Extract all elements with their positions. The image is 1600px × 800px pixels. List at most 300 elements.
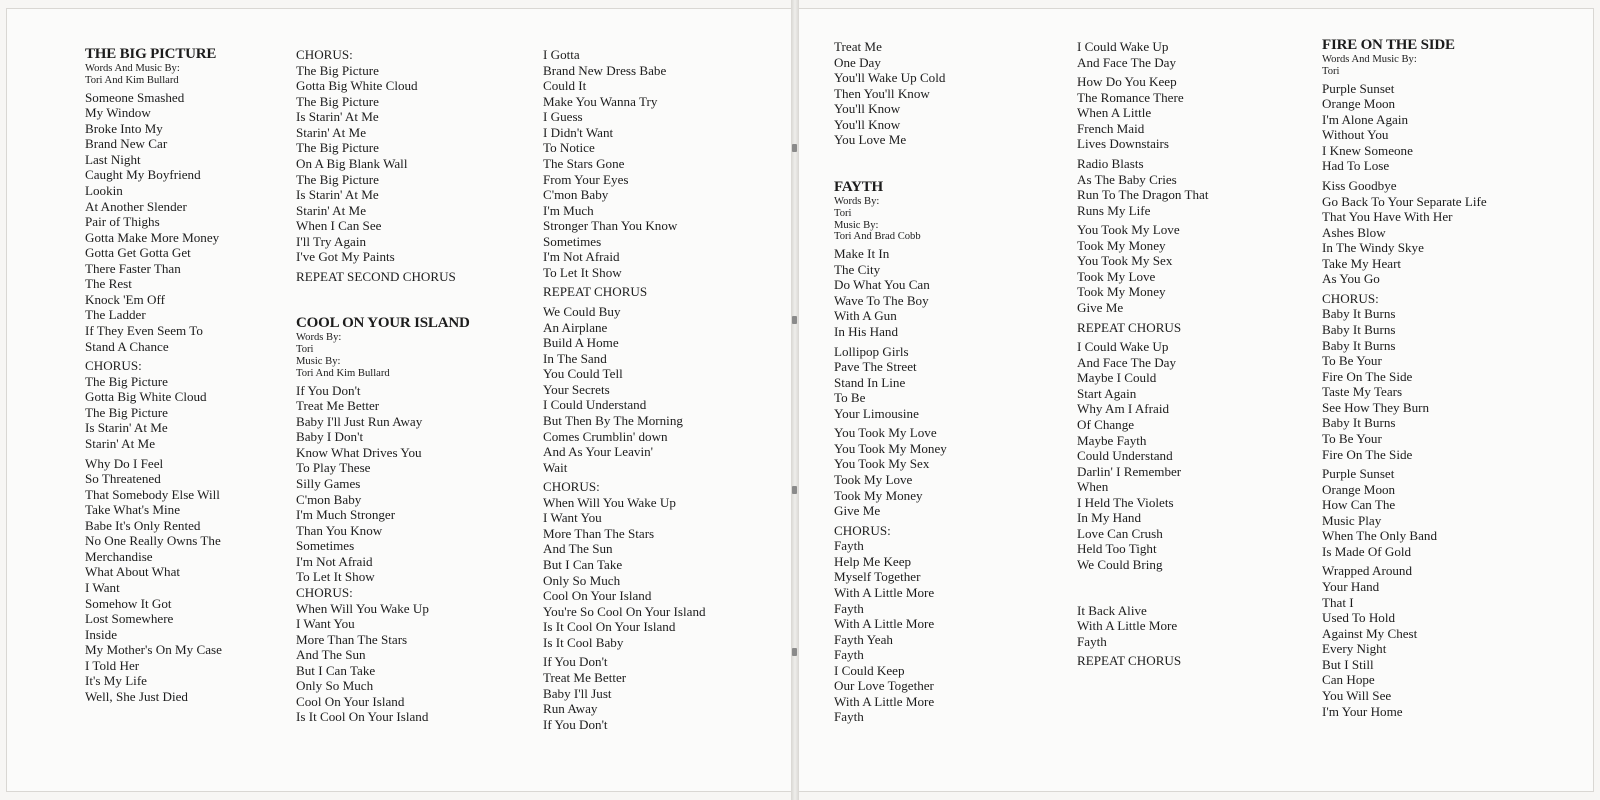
lyric-line: CHORUS:	[834, 522, 891, 538]
lyric-line: Gotta Get Gotta Get	[85, 245, 191, 261]
lyric-line: As The Baby Cries	[1077, 171, 1177, 187]
lyrics-column-3	[543, 47, 706, 736]
stanza-gap	[1077, 669, 1208, 673]
lyric-line: We Could Buy	[543, 304, 621, 319]
lyric-line: When A Little	[1077, 105, 1152, 121]
lyric-stanza	[1322, 178, 1487, 287]
lyric-line: The Big Picture	[296, 171, 379, 187]
lyric-line: We Could Bring	[1077, 557, 1163, 572]
staple-upper-middle	[792, 316, 797, 324]
lyric-line: Cool On Your Island	[296, 693, 405, 709]
lyric-line: Purple Sunset	[1322, 80, 1395, 96]
lyric-line: Do What You Can	[834, 277, 930, 293]
lyric-line: It Back Alive	[1077, 602, 1147, 618]
lyric-line: I Want You	[296, 616, 355, 632]
lyric-line: It's My Life	[85, 673, 147, 689]
lyric-line: I've Got My Paints	[296, 249, 395, 265]
lyric-line: Merchandise	[85, 548, 153, 564]
stanza-gap	[296, 725, 470, 729]
lyric-stanza	[543, 479, 706, 650]
lyric-line: What About What	[85, 564, 181, 580]
lyric-stanza	[1322, 81, 1487, 174]
lyric-line: Wait	[543, 459, 568, 475]
lyric-line: Run Away	[543, 701, 598, 717]
lyric-line: You Took My Sex	[834, 456, 930, 472]
lyric-line: C'mon Baby	[543, 187, 609, 203]
lyric-stanza	[1077, 339, 1208, 572]
lyric-line: But Then By The Morning	[543, 412, 683, 428]
lyric-line: Inside	[85, 626, 117, 642]
lyric-line: Make You Wanna Try	[543, 93, 658, 109]
lyric-line: Starin' At Me	[296, 202, 367, 218]
lyric-line: To Let It Show	[543, 264, 622, 280]
lyric-line: As You Go	[1322, 271, 1380, 287]
lyric-line: One Day	[834, 54, 881, 70]
lyric-line: The Stars Gone	[543, 155, 625, 171]
lyric-line: But I Still	[1322, 656, 1374, 672]
lyric-line: I'm Not Afraid	[543, 249, 620, 265]
lyric-line: That I	[1322, 594, 1354, 610]
lyric-line: Comes Crumblin' down	[543, 428, 668, 444]
lyric-line: French Maid	[1077, 120, 1145, 136]
lyric-line: From Your Eyes	[543, 171, 629, 187]
lyric-line: Well, She Just Died	[85, 688, 188, 704]
lyric-line: REPEAT CHORUS	[1077, 653, 1182, 669]
lyric-line: Gotta Big White Cloud	[296, 78, 418, 94]
lyric-line: Maybe Fayth	[1077, 432, 1147, 448]
lyric-line: Somehow It Got	[85, 595, 172, 611]
lyric-line: Is It Cool On Your Island	[543, 619, 676, 635]
lyric-line: Is Made Of Gold	[1322, 543, 1412, 559]
lyric-line: To Play These	[296, 460, 371, 476]
staple-bottom	[792, 648, 797, 656]
lyric-line: Runs My Life	[1077, 202, 1151, 218]
lyric-line: Starin' At Me	[296, 124, 367, 140]
lyrics-column-6	[1322, 36, 1487, 723]
lyric-line: At Another Slender	[85, 198, 187, 214]
lyric-line: Used To Hold	[1322, 610, 1396, 626]
lyric-line: To Be	[834, 390, 866, 406]
credit-line: Tori	[296, 344, 314, 356]
lyric-stanza	[1322, 466, 1487, 559]
lyric-line: Lives Downstairs	[1077, 136, 1170, 152]
lyric-line: Pair of Thighs	[85, 214, 160, 230]
lyric-stanza	[1077, 74, 1208, 152]
lyric-line: Music Play	[1322, 512, 1382, 528]
lyric-line: Love Can Crush	[1077, 525, 1163, 541]
song-title: COOL ON YOUR ISLAND	[296, 315, 470, 332]
lyric-line: Know What Drives You	[296, 444, 422, 460]
lyric-stanza	[85, 358, 222, 451]
lyric-line: Treat Me Better	[543, 669, 627, 685]
lyric-line: I Want You	[543, 510, 602, 526]
lyric-line: CHORUS:	[1322, 290, 1379, 306]
lyric-line: I'm Much Stronger	[296, 507, 396, 523]
lyric-line: Knock 'Em Off	[85, 291, 165, 307]
lyric-line: Take My Heart	[1322, 255, 1402, 271]
lyric-line: Wave To The Boy	[834, 292, 929, 308]
lyric-line: CHORUS:	[296, 47, 353, 62]
lyric-line: If You Don't	[543, 654, 608, 670]
lyric-line: No One Really Owns The	[85, 533, 221, 549]
lyric-line: Give Me	[1077, 300, 1124, 315]
lyric-line: Last Night	[85, 151, 141, 167]
song-title: THE BIG PICTURE	[85, 46, 217, 62]
lyric-line: Babe It's Only Rented	[85, 517, 201, 533]
lyric-line: You'll Know	[834, 116, 901, 132]
lyric-line: With A Little More	[834, 616, 935, 632]
lyric-stanza	[1077, 603, 1208, 650]
lyric-line: Took My Money	[834, 487, 923, 503]
lyric-line: Starin' At Me	[85, 435, 156, 451]
lyric-line: Could It	[543, 78, 587, 94]
lyric-line: I Could Understand	[543, 397, 647, 413]
lyric-line: Only So Much	[543, 572, 621, 588]
lyric-stanza	[296, 383, 470, 725]
lyric-line: How Do You Keep	[1077, 74, 1177, 90]
lyric-line: To Be Your	[1322, 353, 1382, 369]
lyrics-column-5	[1077, 39, 1208, 673]
lyric-line: You Will See	[1322, 687, 1392, 703]
lyric-line: Can Hope	[1322, 672, 1375, 688]
lyric-line: Treat Me Better	[296, 398, 380, 414]
lyric-line: That Somebody Else Will	[85, 486, 220, 502]
lyric-line: Fayth	[1077, 633, 1107, 649]
lyric-line: I Guess	[543, 109, 583, 125]
lyric-line: Treat Me	[834, 39, 882, 54]
credit-line: Tori	[834, 207, 852, 219]
lyric-line: The Rest	[85, 276, 132, 292]
lyrics-column-1	[85, 45, 222, 709]
lyric-stanza	[834, 425, 947, 518]
booklet-spine	[791, 0, 799, 800]
lyric-stanza	[834, 39, 947, 148]
lyric-line: In The Sand	[543, 350, 607, 366]
lyric-line: The Big Picture	[296, 140, 379, 156]
lyric-line: Fire On The Side	[1322, 368, 1413, 384]
lyric-stanza	[543, 654, 706, 732]
lyric-stanza	[296, 269, 470, 285]
song-credits	[85, 63, 222, 87]
credit-line: Music By:	[834, 219, 879, 231]
lyric-line: I Want	[85, 580, 120, 596]
lyric-line: CHORUS:	[296, 584, 353, 600]
lyric-line: I Knew Someone	[1322, 142, 1413, 158]
lyric-line: But I Can Take	[543, 557, 623, 572]
lyric-line: The City	[834, 261, 881, 277]
lyric-line: Baby It Burns	[1322, 415, 1396, 431]
lyric-line: Why Am I Afraid	[1077, 401, 1170, 417]
credit-line: Tori And Kim Bullard	[85, 74, 179, 86]
lyric-line: Baby I'll Just Run Away	[296, 413, 423, 429]
lyric-line: Lollipop Girls	[834, 343, 909, 359]
lyric-line: Silly Games	[296, 476, 361, 491]
song-separator	[1077, 577, 1208, 603]
song-credits	[1322, 54, 1487, 78]
lyric-line: I Could Keep	[834, 662, 905, 678]
lyric-line: Of Change	[1077, 416, 1135, 432]
lyric-line: An Airplane	[543, 319, 608, 335]
lyric-line: Orange Moon	[1322, 481, 1396, 497]
stanza-gap	[85, 705, 222, 709]
lyric-line: Then You'll Know	[834, 85, 930, 101]
lyric-line: Radio Blasts	[1077, 155, 1144, 171]
lyric-line: Than You Know	[296, 522, 383, 538]
lyric-line: Fayth	[834, 647, 864, 663]
lyric-line: Fayth	[834, 600, 864, 616]
lyric-line: In His Hand	[834, 323, 899, 339]
lyric-line: You Took My Money	[834, 440, 947, 456]
lyric-line: Baby It Burns	[1322, 322, 1396, 338]
lyric-line: Lost Somewhere	[85, 611, 174, 627]
lyric-stanza	[1077, 156, 1208, 218]
lyric-line: C'mon Baby	[296, 491, 362, 507]
lyric-line: Brand New Car	[85, 136, 168, 152]
lyric-line: To Be Your	[1322, 430, 1382, 446]
lyric-line: Is It Cool On Your Island	[296, 709, 429, 725]
lyric-line: Fayth Yeah	[834, 631, 893, 647]
lyric-line: And The Sun	[543, 541, 613, 557]
stanza-gap	[1322, 719, 1487, 723]
lyric-line: My Window	[85, 105, 151, 121]
lyric-line: With A Gun	[834, 308, 897, 324]
lyric-line: Is Starin' At Me	[296, 109, 379, 125]
lyric-line: With A Little More	[1077, 618, 1178, 634]
lyric-stanza	[1322, 291, 1487, 462]
lyric-line: REPEAT CHORUS	[1077, 319, 1182, 335]
lyric-line: Took My Love	[1077, 268, 1156, 284]
lyric-line: CHORUS:	[85, 358, 142, 374]
lyric-line: My Mother's On My Case	[85, 642, 222, 658]
lyric-line: Baby I Don't	[296, 429, 364, 445]
lyrics-column-4	[834, 39, 947, 729]
lyric-line: Fire On The Side	[1322, 446, 1413, 462]
lyric-line: Your Hand	[1322, 579, 1380, 595]
lyric-line: Could Understand	[1077, 448, 1173, 464]
lyric-stanza	[1077, 39, 1208, 70]
lyric-line: Is Starin' At Me	[85, 420, 168, 436]
lyric-line: Build A Home	[543, 335, 619, 351]
lyric-line: Had To Lose	[1322, 158, 1390, 174]
lyric-line: Only So Much	[296, 678, 374, 694]
lyric-line: Take What's Mine	[85, 502, 181, 518]
lyric-line: In The Windy Skye	[1322, 240, 1424, 256]
lyric-line: Lookin	[85, 182, 123, 198]
lyric-stanza	[1077, 653, 1208, 669]
lyric-line: I'm Not Afraid	[296, 553, 373, 569]
lyric-line: Stand In Line	[834, 374, 906, 390]
lyric-line: Ashes Blow	[1322, 224, 1386, 240]
credit-line: Words By:	[834, 195, 880, 207]
lyric-line: The Big Picture	[85, 373, 168, 389]
lyric-line: Held Too Tight	[1077, 541, 1157, 557]
lyric-line: You Took My Love	[834, 425, 937, 441]
lyric-line: You Took My Sex	[1077, 253, 1173, 269]
lyric-line: Go Back To Your Separate Life	[1322, 193, 1487, 209]
song-credits	[296, 332, 470, 379]
lyric-line: I Could Wake Up	[1077, 39, 1169, 54]
lyric-line: Took My Money	[1077, 284, 1166, 300]
lyric-line: Pave The Street	[834, 359, 917, 375]
lyric-line: The Big Picture	[296, 93, 379, 109]
lyric-line: I'm Alone Again	[1322, 111, 1409, 127]
lyric-line: With A Little More	[834, 693, 935, 709]
lyric-line: How Can The	[1322, 497, 1396, 513]
lyric-line: Baby I'll Just	[543, 685, 612, 701]
lyric-line: And Face The Day	[1077, 54, 1177, 70]
lyric-line: Maybe I Could	[1077, 370, 1157, 386]
lyric-line: To Notice	[543, 140, 595, 156]
song-separator	[296, 288, 470, 314]
lyric-line: I'm Much	[543, 202, 594, 218]
credit-line: Words And Music By:	[1322, 54, 1417, 65]
lyric-line: You Took My Love	[1077, 222, 1180, 238]
lyric-line: CHORUS:	[543, 479, 600, 495]
lyric-stanza	[1077, 222, 1208, 315]
credit-line: Tori	[1322, 65, 1340, 77]
lyric-stanza	[296, 47, 470, 265]
staple-lower-middle	[792, 486, 797, 494]
lyric-line: Someone Smashed	[85, 89, 185, 105]
lyric-line: Sometimes	[543, 233, 602, 249]
lyric-line: Help Me Keep	[834, 553, 912, 569]
credit-line: Tori And Kim Bullard	[296, 367, 390, 379]
lyric-stanza	[543, 304, 706, 475]
lyric-line: I Gotta	[543, 47, 580, 62]
lyric-line: Against My Chest	[1322, 625, 1418, 641]
lyric-line: You Could Tell	[543, 366, 623, 382]
credit-line: Words By:	[296, 332, 342, 344]
lyric-line: Is Starin' At Me	[296, 187, 379, 203]
lyric-line: Stand A Chance	[85, 338, 169, 354]
lyric-line: Stronger Than You Know	[543, 218, 678, 234]
lyric-stanza	[543, 284, 706, 300]
lyric-line: Run To The Dragon That	[1077, 187, 1209, 203]
lyric-line: Myself Together	[834, 569, 921, 585]
lyric-line: More Than The Stars	[543, 525, 655, 541]
lyric-line: Orange Moon	[1322, 96, 1396, 112]
lyric-stanza	[85, 90, 222, 355]
lyrics-column-2	[296, 47, 470, 729]
lyric-line: REPEAT SECOND CHORUS	[296, 268, 456, 284]
lyric-line: Gotta Make More Money	[85, 229, 220, 245]
lyric-stanza	[543, 47, 706, 280]
lyric-line: The Romance There	[1077, 89, 1184, 105]
lyric-line: Your Secrets	[543, 381, 610, 397]
lyric-line: Baby It Burns	[1322, 337, 1396, 353]
lyric-line: Brand New Dress Babe	[543, 62, 667, 78]
lyric-line: I Told Her	[85, 657, 140, 673]
lyric-line: Darlin' I Remember	[1077, 463, 1182, 479]
lyric-stanza	[834, 523, 947, 725]
lyric-stanza	[834, 344, 947, 422]
lyric-line: If They Even Seem To	[85, 323, 203, 339]
lyric-line: You Love Me	[834, 132, 907, 148]
lyric-line: When The Only Band	[1322, 528, 1438, 544]
lyric-line: I Could Wake Up	[1077, 339, 1169, 355]
staple-top	[792, 144, 797, 152]
song-separator	[834, 152, 947, 178]
lyric-line: Took My Love	[834, 472, 913, 487]
lyric-line: More Than The Stars	[296, 631, 408, 647]
lyric-line: The Big Picture	[85, 404, 168, 420]
lyric-line: So Threatened	[85, 471, 161, 487]
lyric-line: In My Hand	[1077, 510, 1142, 526]
lyric-line: Give Me	[834, 503, 881, 519]
song-title: FIRE ON THE SIDE	[1322, 37, 1455, 53]
lyric-line: Why Do I Feel	[85, 455, 164, 471]
lyric-line: Gotta Big White Cloud	[85, 389, 207, 405]
stanza-gap	[834, 725, 947, 729]
lyric-line: When I Can See	[296, 218, 382, 234]
lyric-line: Wrapped Around	[1322, 563, 1413, 579]
lyric-line: Is It Cool Baby	[543, 634, 624, 650]
lyric-line: If You Don't	[296, 382, 361, 398]
lyric-line: Start Again	[1077, 385, 1137, 401]
lyric-line: I Held The Violets	[1077, 494, 1174, 510]
lyric-line: You'll Wake Up Cold	[834, 70, 946, 86]
lyric-line: Broke Into My	[85, 120, 163, 136]
lyric-line: Make It In	[834, 246, 890, 262]
lyric-line: Fayth	[834, 538, 864, 554]
lyric-line: If You Don't	[543, 716, 608, 732]
lyric-line: Caught My Boyfriend	[85, 167, 201, 183]
lyric-line: The Ladder	[85, 307, 146, 323]
lyric-line: And Face The Day	[1077, 354, 1177, 370]
lyric-line: When Will You Wake Up	[543, 494, 676, 510]
lyric-stanza	[85, 456, 222, 705]
lyric-line: Every Night	[1322, 641, 1387, 657]
lyric-line: To Let It Show	[296, 569, 375, 585]
lyric-line: Our Love Together	[834, 678, 934, 694]
lyric-line: Purple Sunset	[1322, 466, 1395, 482]
song-credits	[834, 196, 947, 243]
lyric-line: Took My Money	[1077, 237, 1166, 253]
lyric-line: Without You	[1322, 127, 1389, 143]
lyric-line: Kiss Goodbye	[1322, 177, 1397, 193]
lyric-line: I Didn't Want	[543, 124, 614, 140]
lyric-line: Fayth	[834, 709, 864, 725]
stanza-gap	[543, 732, 706, 736]
lyric-line: On A Big Blank Wall	[296, 155, 408, 171]
song-title: FAYTH	[834, 178, 884, 195]
lyric-line: REPEAT CHORUS	[543, 284, 648, 300]
lyric-line: That You Have With Her	[1322, 209, 1453, 225]
lyric-stanza	[1322, 563, 1487, 719]
lyric-line: With A Little More	[834, 584, 935, 600]
lyric-line: The Big Picture	[296, 62, 379, 78]
credit-line: Tori And Brad Cobb	[834, 231, 921, 243]
lyric-line: Sometimes	[296, 538, 355, 554]
lyric-line: When Will You Wake Up	[296, 600, 429, 616]
lyric-stanza	[834, 246, 947, 339]
lyric-line: Cool On Your Island	[543, 588, 652, 604]
lyric-line: I'm Your Home	[1322, 703, 1403, 719]
lyric-line: Your Limousine	[834, 405, 919, 421]
credit-line: Music By:	[296, 356, 341, 368]
lyric-line: And The Sun	[296, 647, 366, 663]
lyric-stanza	[1077, 320, 1208, 336]
lyric-line: But I Can Take	[296, 662, 376, 678]
credit-line: Words And Music By:	[85, 63, 180, 74]
lyric-line: See How They Burn	[1322, 399, 1430, 415]
lyric-line: You're So Cool On Your Island	[543, 603, 706, 619]
lyric-line: Taste My Tears	[1322, 384, 1403, 400]
lyric-line: I'll Try Again	[296, 233, 367, 249]
lyric-line: Baby It Burns	[1322, 306, 1396, 322]
lyric-line: There Faster Than	[85, 260, 181, 276]
lyric-line: You'll Know	[834, 101, 901, 117]
